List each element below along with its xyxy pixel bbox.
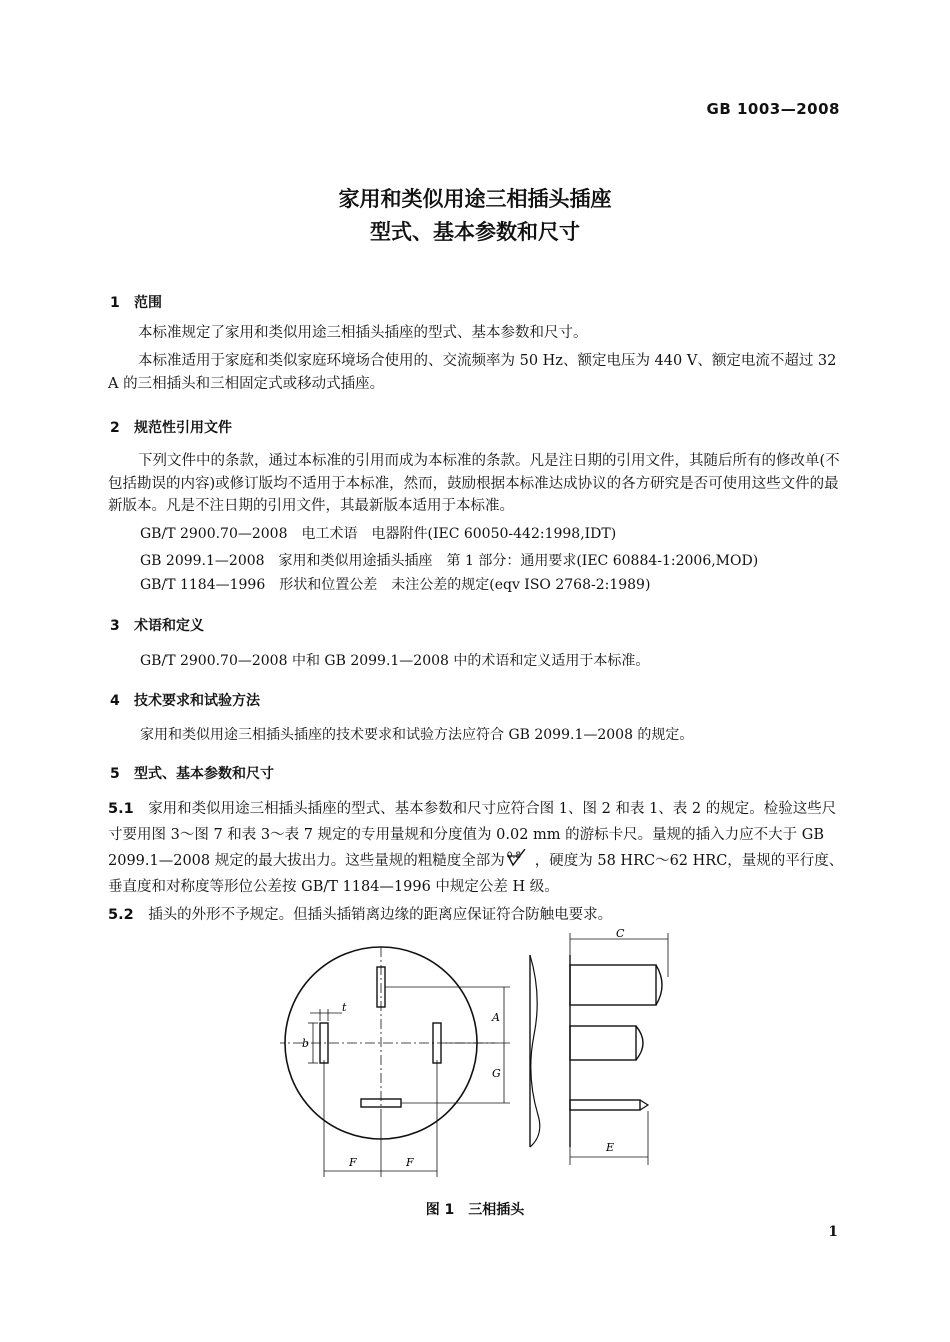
- section-4-para-1: 家用和类似用途三相插头插座的技术要求和试验方法应符合 GB 2099.1—2008 的规定。: [140, 727, 694, 743]
- section-number: 3: [110, 618, 120, 634]
- figure-1-drawing: [280, 925, 680, 1190]
- clause-text-a: 家用和类似用途三相插头插座的型式、基本参数和尺寸应符合图 1、图 2 和表 1、表 2 的规定。检验这些尺寸要用图 3～图 7 和表 3～表 7 规定的专用量规和分度值为 0.02 mm 的游标卡尺。量规的插入力应不大于 GB 2099.1—2008 规定的最大拔出力。这些量规的粗糙度全部为: [108, 801, 837, 869]
- section-number: 5: [110, 766, 120, 782]
- title-line-2: 型式、基本参数和尺寸: [370, 220, 580, 244]
- clause-number: 5.2: [108, 907, 134, 923]
- dim-label-G: G: [492, 1067, 501, 1080]
- section-number: 4: [110, 693, 120, 709]
- section-number: 2: [110, 420, 120, 436]
- reference-item: GB/T 1184—1996 形状和位置公差 未注公差的规定(eqv ISO 2768-2:1989): [140, 577, 651, 593]
- reference-item: GB 2099.1—2008 家用和类似用途插头插座 第 1 部分：通用要求(IEC 60884-1:2006,MOD): [140, 553, 759, 569]
- section-5-heading: [110, 763, 274, 783]
- roughness-value: 0.8: [506, 851, 522, 861]
- dim-label-b: b: [302, 1037, 310, 1050]
- roughness-symbol-icon: [505, 849, 535, 867]
- section-title: 范围: [134, 295, 162, 311]
- clause-number: 5.1: [108, 801, 134, 817]
- section-1-para-2: 本标准适用于家庭和类似家庭环境场合使用的、交流频率为 50 Hz、额定电压为 440 V、额定电流不超过 32 A 的三相插头和三相固定式或移动式插座。: [108, 353, 837, 392]
- page-number: 1: [828, 1224, 838, 1240]
- section-title: 型式、基本参数和尺寸: [134, 766, 274, 782]
- section-3-heading: [110, 615, 204, 635]
- clause-5-1: [108, 796, 844, 900]
- dim-label-E: E: [606, 1141, 615, 1154]
- clause-text: 插头的外形不予规定。但插头插销离边缘的距离应保证符合防触电要求。: [148, 907, 613, 923]
- section-2-para-1: 下列文件中的条款，通过本标准的引用而成为本标准的条款。凡是注日期的引用文件，其随后所有的修改单(不包括勘误的内容)或修订版均不适用于本标准，然而，鼓励根据本标准达成协议的各方研究是否可使用这些文件的最新版本。凡是不注日期的引用文件，其最新版本适用于本标准。: [108, 453, 840, 514]
- section-1-para-1: 本标准规定了家用和类似用途三相插头插座的型式、基本参数和尺寸。: [138, 325, 588, 341]
- dim-label-t: t: [342, 1001, 347, 1014]
- section-4-heading: [110, 690, 260, 710]
- section-2-heading: [110, 417, 232, 437]
- section-title: 术语和定义: [134, 618, 204, 634]
- dim-label-F-left: F: [349, 1156, 357, 1169]
- section-title: 技术要求和试验方法: [134, 693, 260, 709]
- dim-label-A: A: [492, 1011, 500, 1024]
- section-1-heading: [110, 292, 162, 312]
- figure-caption: 图 1 三相插头: [425, 1202, 525, 1218]
- section-3-para-1: GB/T 2900.70—2008 中和 GB 2099.1—2008 中的术语和定义适用于本标准。: [140, 653, 650, 669]
- clause-5-2: [108, 904, 844, 927]
- reference-item: GB/T 2900.70—2008 电工术语 电器附件(IEC 60050-442:1998,IDT): [140, 526, 617, 542]
- section-number: 1: [110, 295, 120, 311]
- dim-label-F-right: F: [406, 1156, 414, 1169]
- dim-label-C: C: [616, 927, 625, 940]
- section-title: 规范性引用文件: [134, 420, 232, 436]
- title-line-1: 家用和类似用途三相插头插座: [338, 187, 612, 211]
- plug-side-view: [530, 955, 662, 1147]
- clause-text-b: ，硬度为 58 HRC～62 HRC，量规的平行度、垂直度和对称度等形位公差按 GB/T 1184—1996 中规定公差 H 级。: [108, 853, 844, 895]
- standard-code: GB 1003—2008: [706, 100, 840, 118]
